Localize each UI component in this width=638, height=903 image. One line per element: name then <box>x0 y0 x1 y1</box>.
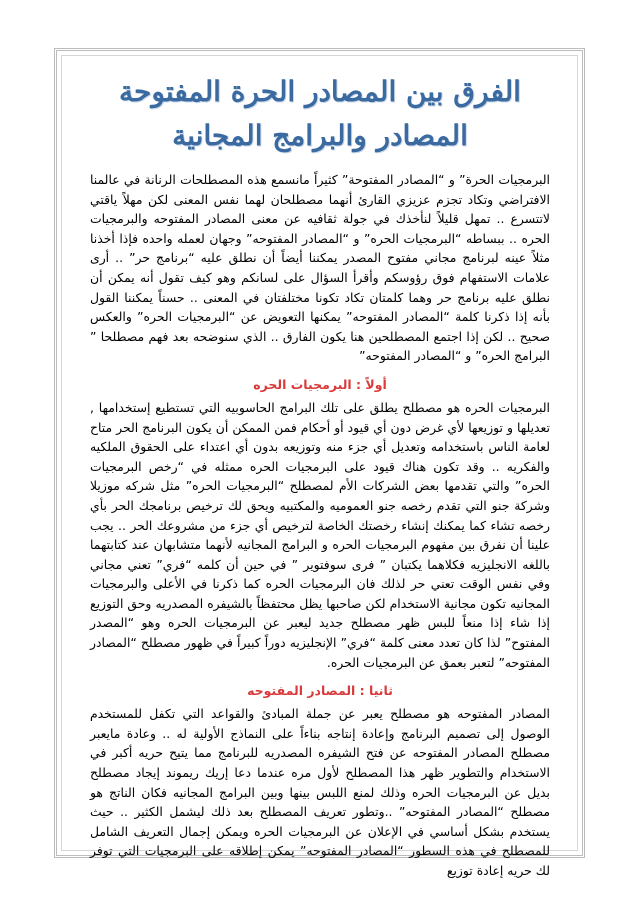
document-subtitle: المصادر والبرامج المجانية <box>172 119 468 152</box>
free-software-paragraph: البرمجيات الحره هو مصطلح يطلق على تلك البرامج الحاسوبيه التي تستطيع إستخدامها , تعديلها و توزيعها لأي غرض دون أي قيود أو أحكام فمن الممكن أن يكون البرنامج الحر متاح لعامة الناس باستخدامه وتعديل أي جزء منه وتوزيعه بدون أي اعتداء على الحقوق الملكيه والفكريه .. وقد تكون هناك قيود على البرمجيات الحره ممثله في “رخص البرمجيات الحره” والتي تقدمها بعض الشركات الأم لمصطلح “البرمجيات الحره” مثل شركه موزيلا وشركة جنو التي تقدم رخصه جنو العموميه والمكتبيه ويحق لك ترخيص برنامجك الحر بأي رخصه تشاء كما يمكنك إنشاء رخصتك الخاصة لترخيص أي جزء من مشروعك الحر .. يجب علينا أن نفرق بين مفهوم البرمجيات الحره و البرامج المجانيه لأنهما متشابهان عند كتابتهما باللغه الانجليزيه فكلاهما يكتبان ” فرى سوفتوير ” في حين أن كلمه “فري” تعني مجاني وفي نفس الوقت تعني حر لذلك فان البرمجيات الحره كما ذكرنا في الأعلى والبرمجيات المجانيه تكون مجانية الاستخدام لكن صاحبها يظل محتفظاً بالشيفره المصدريه وحق التوزيع إذا شاء إذا منعاً للبس ظهر مصطلح جديد ليعبر عن البرمجيات الحره وهو “المصدر المفتوح” لذا كان تعدد معنى كلمة “فري” الإنجليزيه دوراً كبيراً في ظهور مصطلح “المصادر المفتوحه” لتعبر بعمق عن البرمجيات الحره. <box>90 399 550 670</box>
intro-paragraph: البرمجيات الحرة” و “المصادر المفتوحة” كثيراً مانسمع هذه المصطلحات الرنانة في عالمنا الافتراضي وتكاد تجزم عزيزي القارئ أنهما مصطلحان لهما نفس المعنى لكن مهلاً ياقتي لاتتسرع .. تمهل قليلاً لنأخذك في جولة ثقافيه عن معنى المصادر المفتوحه والبرمجيات الحره .. ببساطه “البرمجيات الحره” و “المصادر المفتوحه” وجهان لعمله واحده فإذا أخذنا مثلاً عينه لبرنامج مجاني مفتوح المصدر يمكننا أيضاً أن نطلق عليه “برنامج حر” .. أرى علامات الاستفهام فوق رؤوسكم وأقرأ السؤال على لسانكم وهو كيف تقول أنه يمكن أن نطلق عليه برنامج حر وهما كلمتان تكاد تكونا مختلفتان في المعنى .. حسناً يمكننا القول بأنه إذا ذكرنا كلمة “المصادر المفتوحه” يمكنها التعويض عن “البرمجيات الحره” والعكس صحيح .. لكن إذا اجتمع المصطلحين هنا يكون الفارق .. الذي سنوضحه بعد فهم مصطلحا ” البرامج الحره” و “المصادر المفتوحه” <box>90 172 550 364</box>
document-title: الفرق بين المصادر الحرة المفتوحة <box>119 75 521 108</box>
section-heading-free-software: أولاً : البرمجيات الحره <box>253 376 387 392</box>
section-heading-open-source: ثانيا : المصادر المفتوحه <box>247 683 393 699</box>
article-body <box>90 70 550 889</box>
open-source-paragraph: المصادر المفتوحه هو مصطلح يعبر عن جملة المبادئ والقواعد التي تكفل للمستخدم الوصول إلى تصميم البرنامج وإعادة إنتاجه بناءاً على النماذج الأولية له .. وعادة مايعبر مصطلح المصادر المفتوحه عن فتح الشيفره المصدريه للبرنامج مما يتيح حريه أكبر في الاستخدام والتطوير ظهر هذا المصطلح لأول مره عندما دعا إريك ريموند إيجاد مصطلح بديل عن البرمجيات الحره وذلك لمنع اللبس بينها وبين البرامج المجانيه فكان الناتج هو مصطلح “المصادر المفتوحه” ..وتطور تعريف المصطلح بعد ذلك ليشمل الكثير .. حيث يستخدم بشكل أساسي في الإعلان عن البرمجيات الحره ويمكن إجمال التعريف الشامل للمصطلح في هذه السطور “المصادر المفتوحه” يمكن إطلاقه على البرمجيات التي توفر لك حريه إعادة توزيع <box>90 706 550 878</box>
